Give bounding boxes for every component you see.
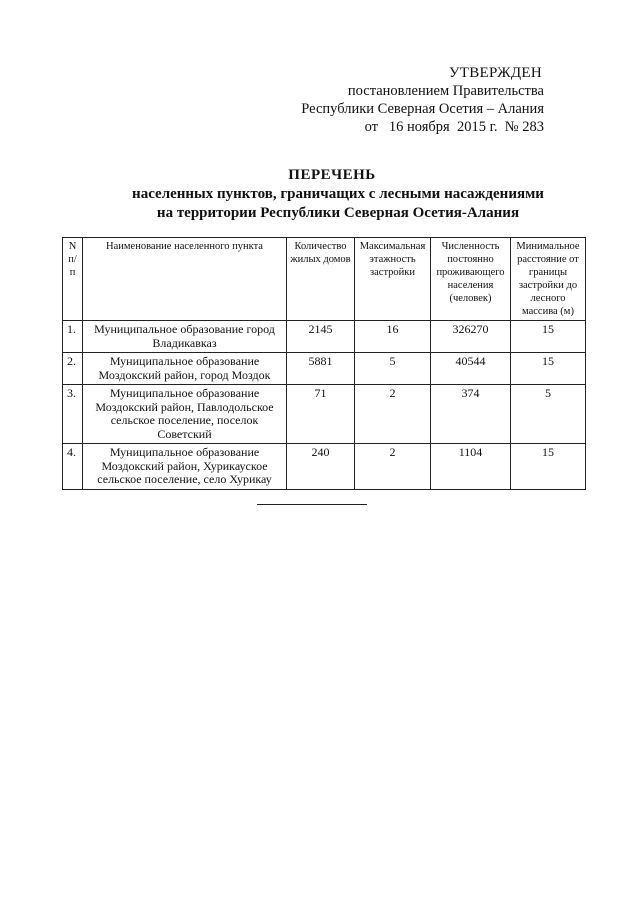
houses-count: 5881 — [287, 353, 355, 385]
row-number: 4. — [63, 444, 83, 490]
max-floors: 5 — [355, 353, 431, 385]
settlement-name: Муниципальное образование город Владикавказ — [83, 321, 287, 353]
table-row — [63, 444, 586, 490]
row-number: 2. — [63, 353, 83, 385]
approval-line-1: постановлением Правительства — [347, 83, 544, 99]
houses-count: 2145 — [287, 321, 355, 353]
population: 40544 — [431, 353, 511, 385]
header-max-floors: Максимальная этажность застройки — [355, 238, 431, 321]
settlement-name: Муниципальное образование Моздокский район, город Моздок — [83, 353, 287, 385]
header-houses-count: Количество жилых домов — [287, 238, 355, 321]
table-header-row — [63, 238, 586, 321]
min-distance: 15 — [511, 321, 586, 353]
row-number: 3. — [63, 385, 83, 444]
document-title — [0, 166, 640, 223]
title-line-3: на территории Республики Северная Осетия-Алания — [156, 205, 520, 221]
population: 1104 — [431, 444, 511, 490]
min-distance: 15 — [511, 353, 586, 385]
max-floors: 16 — [355, 321, 431, 353]
table-row — [63, 353, 586, 385]
population: 374 — [431, 385, 511, 444]
houses-count: 240 — [287, 444, 355, 490]
header-settlement-name: Наименование населенного пункта — [83, 238, 287, 321]
header-population: Численность постоянно проживающего населения (человек) — [431, 238, 511, 321]
closing-divider — [257, 504, 367, 505]
table-row — [63, 321, 586, 353]
header-number: N п/ п — [63, 238, 83, 321]
min-distance: 5 — [511, 385, 586, 444]
approval-line-2: Республики Северная Осетия – Алания — [301, 101, 544, 117]
title-line-1: ПЕРЕЧЕНЬ — [288, 167, 376, 183]
population: 326270 — [431, 321, 511, 353]
max-floors: 2 — [355, 444, 431, 490]
title-line-2: населенных пунктов, граничащих с лесными насаждениями — [132, 186, 544, 202]
settlement-name: Муниципальное образование Моздокский район, Хурикауское сельское поселение, село Хурикау — [83, 444, 287, 490]
table-row — [63, 385, 586, 444]
max-floors: 2 — [355, 385, 431, 444]
row-number: 1. — [63, 321, 83, 353]
min-distance: 15 — [511, 444, 586, 490]
approval-heading: УТВЕРЖДЕН — [448, 65, 542, 81]
houses-count: 71 — [287, 385, 355, 444]
settlements-table — [62, 237, 586, 490]
header-min-distance: Минимальное расстояние от границы застройки до лесного массива (м) — [511, 238, 586, 321]
approval-block — [301, 64, 544, 136]
settlement-name: Муниципальное образование Моздокский район, Павлодольское сельское поселение, поселок Советский — [83, 385, 287, 444]
approval-date-line: от 16 ноября 2015 г. № 283 — [364, 119, 544, 135]
